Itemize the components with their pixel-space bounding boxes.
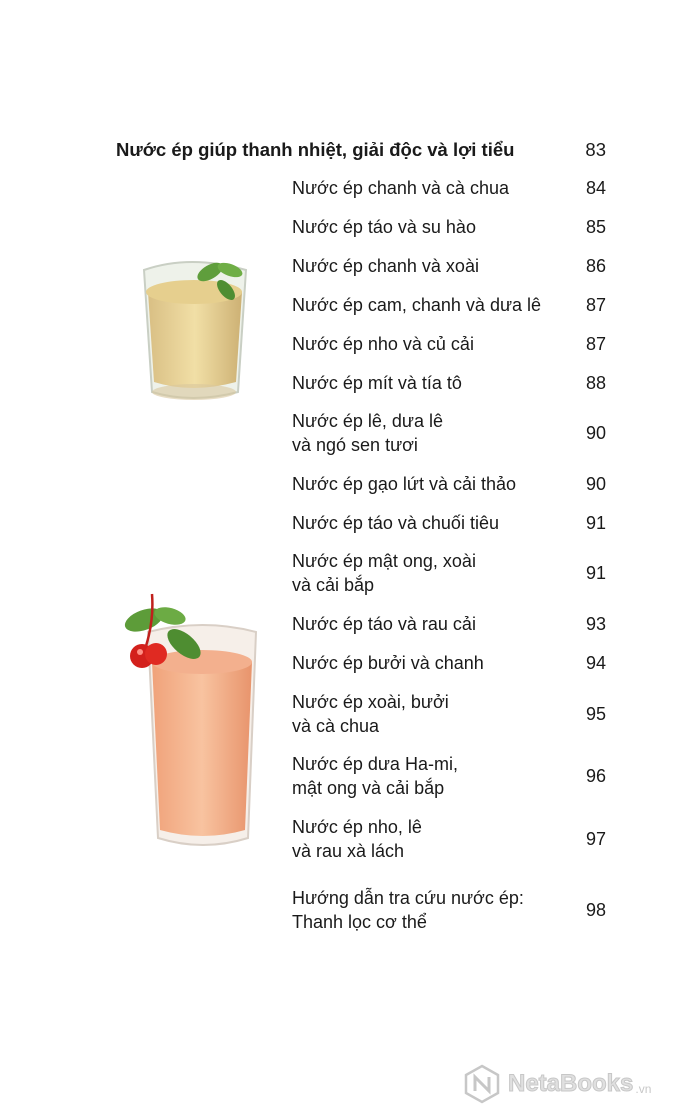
toc-entry-title: Nước ép chanh và xoài <box>292 256 479 276</box>
toc-entry <box>292 176 606 200</box>
toc-entry <box>292 409 606 457</box>
toc-entry-title: Nước ép cam, chanh và dưa lê <box>292 295 542 315</box>
toc-entry-title: Nước ép mật ong, xoài và cải bắp <box>292 551 476 595</box>
toc-entry-title: Nước ép bưởi và chanh <box>292 653 484 673</box>
toc-entry-page-number: 91 <box>585 513 606 533</box>
toc-entry <box>292 612 606 636</box>
toc-entry-title: Nước ép mít và tía tô <box>292 373 462 393</box>
toc-entry-title: Nước ép táo và su hào <box>292 217 476 237</box>
toc-entry-page-number: 87 <box>585 334 606 354</box>
toc-entry-page-number: 90 <box>585 423 606 443</box>
toc-entry-page-number: 84 <box>585 178 606 198</box>
toc-entry <box>292 549 606 597</box>
netabooks-logo-icon <box>462 1064 502 1104</box>
toc-entry-page-number: 97 <box>585 829 606 849</box>
toc-entry <box>292 690 606 738</box>
watermark-tld: .vn <box>635 1082 652 1096</box>
toc-entry-page-number: 98 <box>585 900 606 920</box>
toc-entry <box>292 815 606 863</box>
watermark-brand: NetaBooks <box>508 1070 634 1097</box>
toc-entry-title: Nước ép táo và rau cải <box>292 614 476 634</box>
toc-entry-page-number: 94 <box>585 653 606 673</box>
netabooks-watermark <box>462 1062 692 1106</box>
toc-entry-page-number: 95 <box>585 704 606 724</box>
section-page-number: 83 <box>585 139 606 160</box>
toc-entry-page-number: 85 <box>585 217 606 237</box>
toc-entry <box>292 886 606 934</box>
toc-entry <box>292 472 606 496</box>
toc-entry-title: Nước ép chanh và cà chua <box>292 178 509 198</box>
toc-entry-page-number: 86 <box>585 256 606 276</box>
toc-entry-page-number: 90 <box>585 474 606 494</box>
toc-entry-title: Nước ép xoài, bưởi và cà chua <box>292 692 449 736</box>
toc-entry-page-number: 91 <box>585 563 606 583</box>
toc-entry-title: Nước ép táo và chuối tiêu <box>292 513 499 533</box>
toc-entry <box>292 371 606 395</box>
toc-entry-page-number: 87 <box>585 295 606 315</box>
toc-entry-title: Nước ép gạo lứt và cải thảo <box>292 474 517 494</box>
smoothie-glass-image <box>130 252 260 410</box>
toc-entry-title: Nước ép nho và củ cải <box>292 334 474 354</box>
toc-entry-page-number: 88 <box>585 373 606 393</box>
toc-entry-title: Nước ép lê, dưa lê và ngó sen tươi <box>292 411 443 455</box>
toc-section-heading <box>116 137 606 163</box>
toc-entry-page-number: 96 <box>585 766 606 786</box>
toc-entry-title: Hướng dẫn tra cứu nước ép: Thanh lọc cơ thể <box>292 888 524 932</box>
toc-entry <box>292 651 606 675</box>
toc-entry-title: Nước ép nho, lê và rau xà lách <box>292 817 422 861</box>
toc-entry <box>292 254 606 278</box>
section-title: Nước ép giúp thanh nhiệt, giải độc và lợi tiểu <box>116 139 515 160</box>
juice-glass-cherry-image <box>118 590 268 860</box>
toc-entry <box>292 332 606 356</box>
toc-entry-title: Nước ép dưa Ha-mi, mật ong và cải bắp <box>292 754 458 798</box>
toc-entry <box>292 293 606 317</box>
toc-entry <box>292 752 606 800</box>
toc-entry <box>292 511 606 535</box>
toc-entry-page-number: 93 <box>585 614 606 634</box>
toc-entry <box>292 215 606 239</box>
